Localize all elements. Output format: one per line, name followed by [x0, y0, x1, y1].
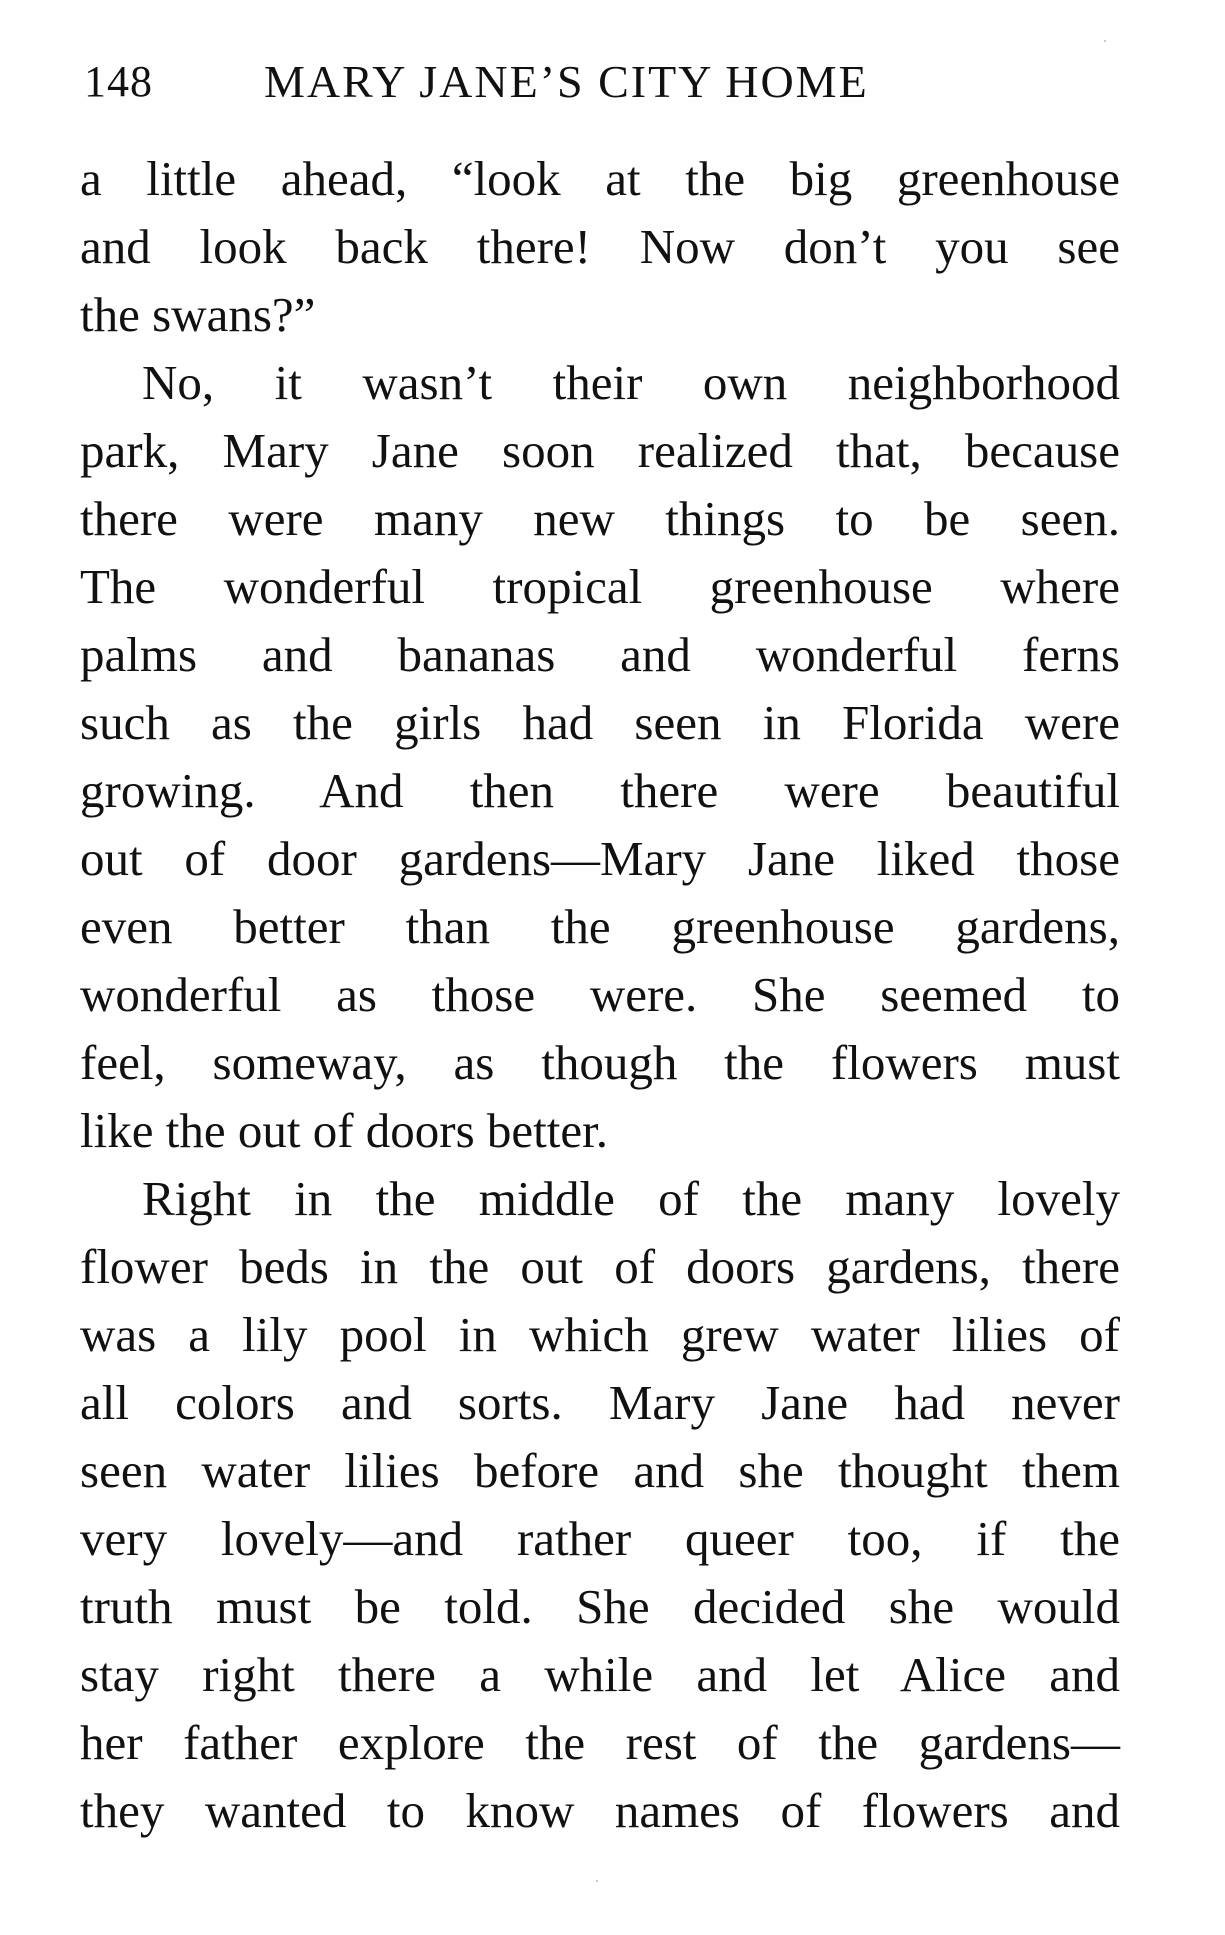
text-line: Right in the middle of the many lovely [142, 1171, 1120, 1226]
text-line: The wonderful tropical greenhouse where [80, 559, 1120, 614]
body-text [80, 145, 1120, 1845]
text-line: they wanted to know names of flowers and [80, 1783, 1120, 1838]
text-line: out of door gardens—Mary Jane liked those [80, 831, 1120, 886]
text-line: No, it wasn’t their own neighborhood [142, 355, 1120, 410]
text-line: all colors and sorts. Mary Jane had never [80, 1375, 1120, 1430]
page-number: 148 [84, 57, 153, 106]
running-head [84, 52, 1144, 112]
text-line: flower beds in the out of doors gardens, there [80, 1239, 1120, 1294]
text-line: growing. And then there were beautiful [80, 763, 1120, 818]
text-line: like the out of doors better. [80, 1103, 608, 1158]
text-line: palms and bananas and wonderful ferns [80, 627, 1120, 682]
scan-speck [1104, 40, 1106, 42]
text-line: was a lily pool in which grew water lilies of [80, 1307, 1120, 1362]
text-line: park, Mary Jane soon realized that, because [80, 423, 1120, 478]
scan-speck [596, 1880, 598, 1882]
text-line: very lovely—and rather queer too, if the [80, 1511, 1120, 1566]
text-line: stay right there a while and let Alice and [80, 1647, 1120, 1702]
text-line: even better than the greenhouse gardens, [80, 899, 1120, 954]
text-line: and look back there! Now don’t you see [80, 219, 1120, 274]
text-line: truth must be told. She decided she would [80, 1579, 1120, 1634]
text-line: seen water lilies before and she thought them [80, 1443, 1120, 1498]
text-line: there were many new things to be seen. [80, 491, 1120, 546]
running-title: MARY JANE’S CITY HOME [264, 56, 869, 107]
text-line: her father explore the rest of the gardens— [80, 1715, 1120, 1770]
text-line: wonderful as those were. She seemed to [80, 967, 1120, 1022]
text-line: a little ahead, “look at the big greenhouse [80, 151, 1120, 206]
text-line: feel, someway, as though the flowers must [80, 1035, 1120, 1090]
text-line: such as the girls had seen in Florida were [80, 695, 1120, 750]
text-line: the swans?” [80, 287, 316, 342]
